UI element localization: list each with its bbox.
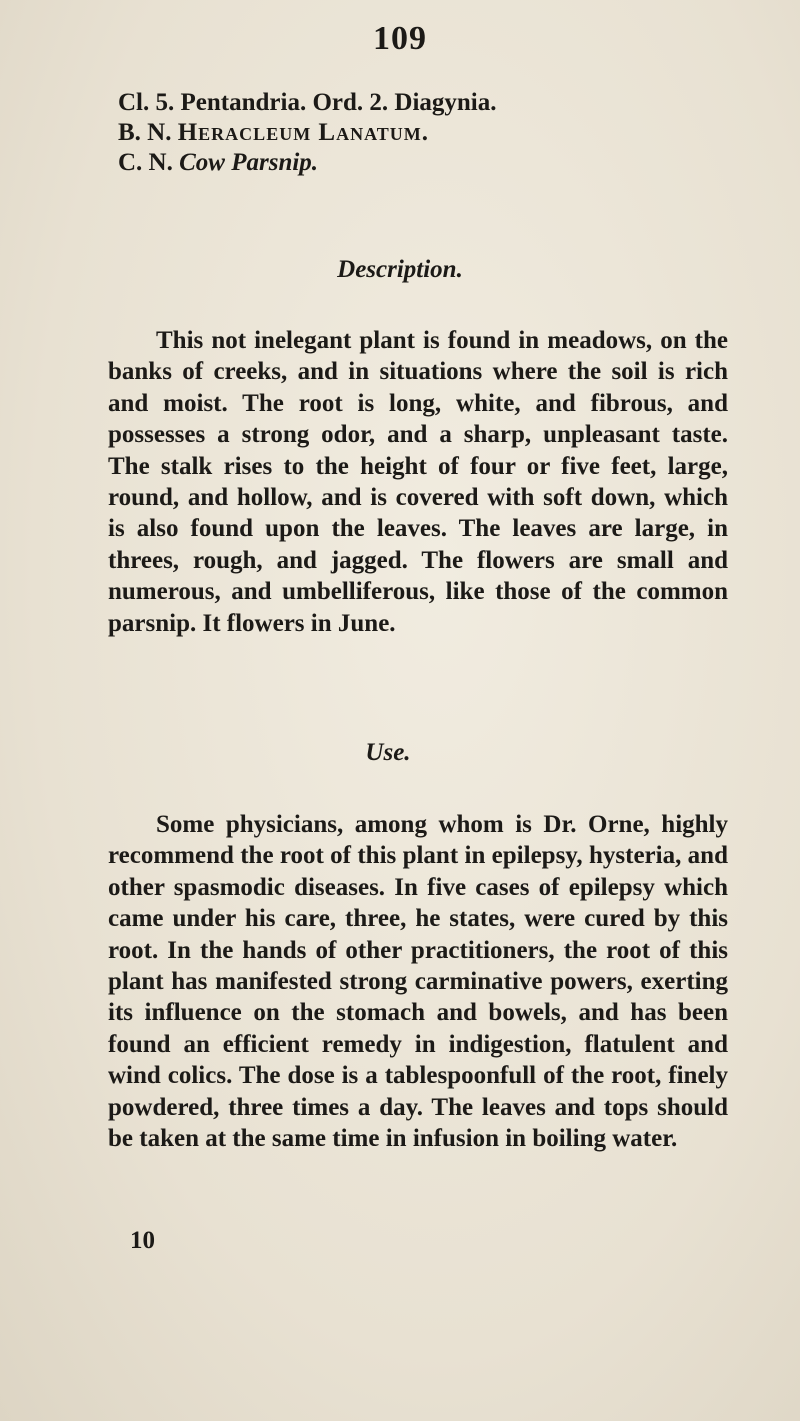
common-name-prefix: C. N. [118,149,173,176]
common-name: Cow Parsnip. [179,149,319,176]
common-name-line [118,148,738,178]
use-paragraph: Some physicians, among whom is Dr. Orne, highly recommend the root of this plant in epilepsy, hysteria, and other spasmodic diseases. In five cases of epilepsy which came under his care, three, he states, were cured by this root. In the hands of other practitioners, the root of this plant has manifested strong carminative powers, exerting its influence on the stomach and bowels, and has been found an efficient remedy in indigestion, flatulent and wind colics. The dose is a tablespoonfull of the root, finely powdered, three times a day. The leaves and tops should be taken at the same time in infusion in boiling water. [108,811,728,1153]
botanical-name-prefix: B. N. [118,119,172,146]
classification-header [118,88,738,178]
botanical-name-line [118,118,738,148]
page-number: 109 [373,20,427,57]
signature-mark: 10 [130,1227,155,1254]
description-heading: Description. [337,256,463,283]
classification-line: Cl. 5. Pentandria. Ord. 2. Diagynia. [118,89,497,116]
botanical-name: Heracleum Lanatum. [177,119,430,146]
use-heading: Use. [365,739,411,766]
description-paragraph: This not inelegant plant is found in meadows, on the banks of creeks, and in situations where the soil is rich and moist. The root is long, white, and fibrous, and possesses a strong odor, and a sharp, unpleasant taste. The stalk rises to the height of four or five feet, large, round, and hollow, and is covered with soft down, which is also found upon the leaves. The leaves are large, in threes, rough, and jagged. The flowers are small and numerous, and umbelliferous, like those of the common parsnip. It flowers in June. [108,327,728,637]
